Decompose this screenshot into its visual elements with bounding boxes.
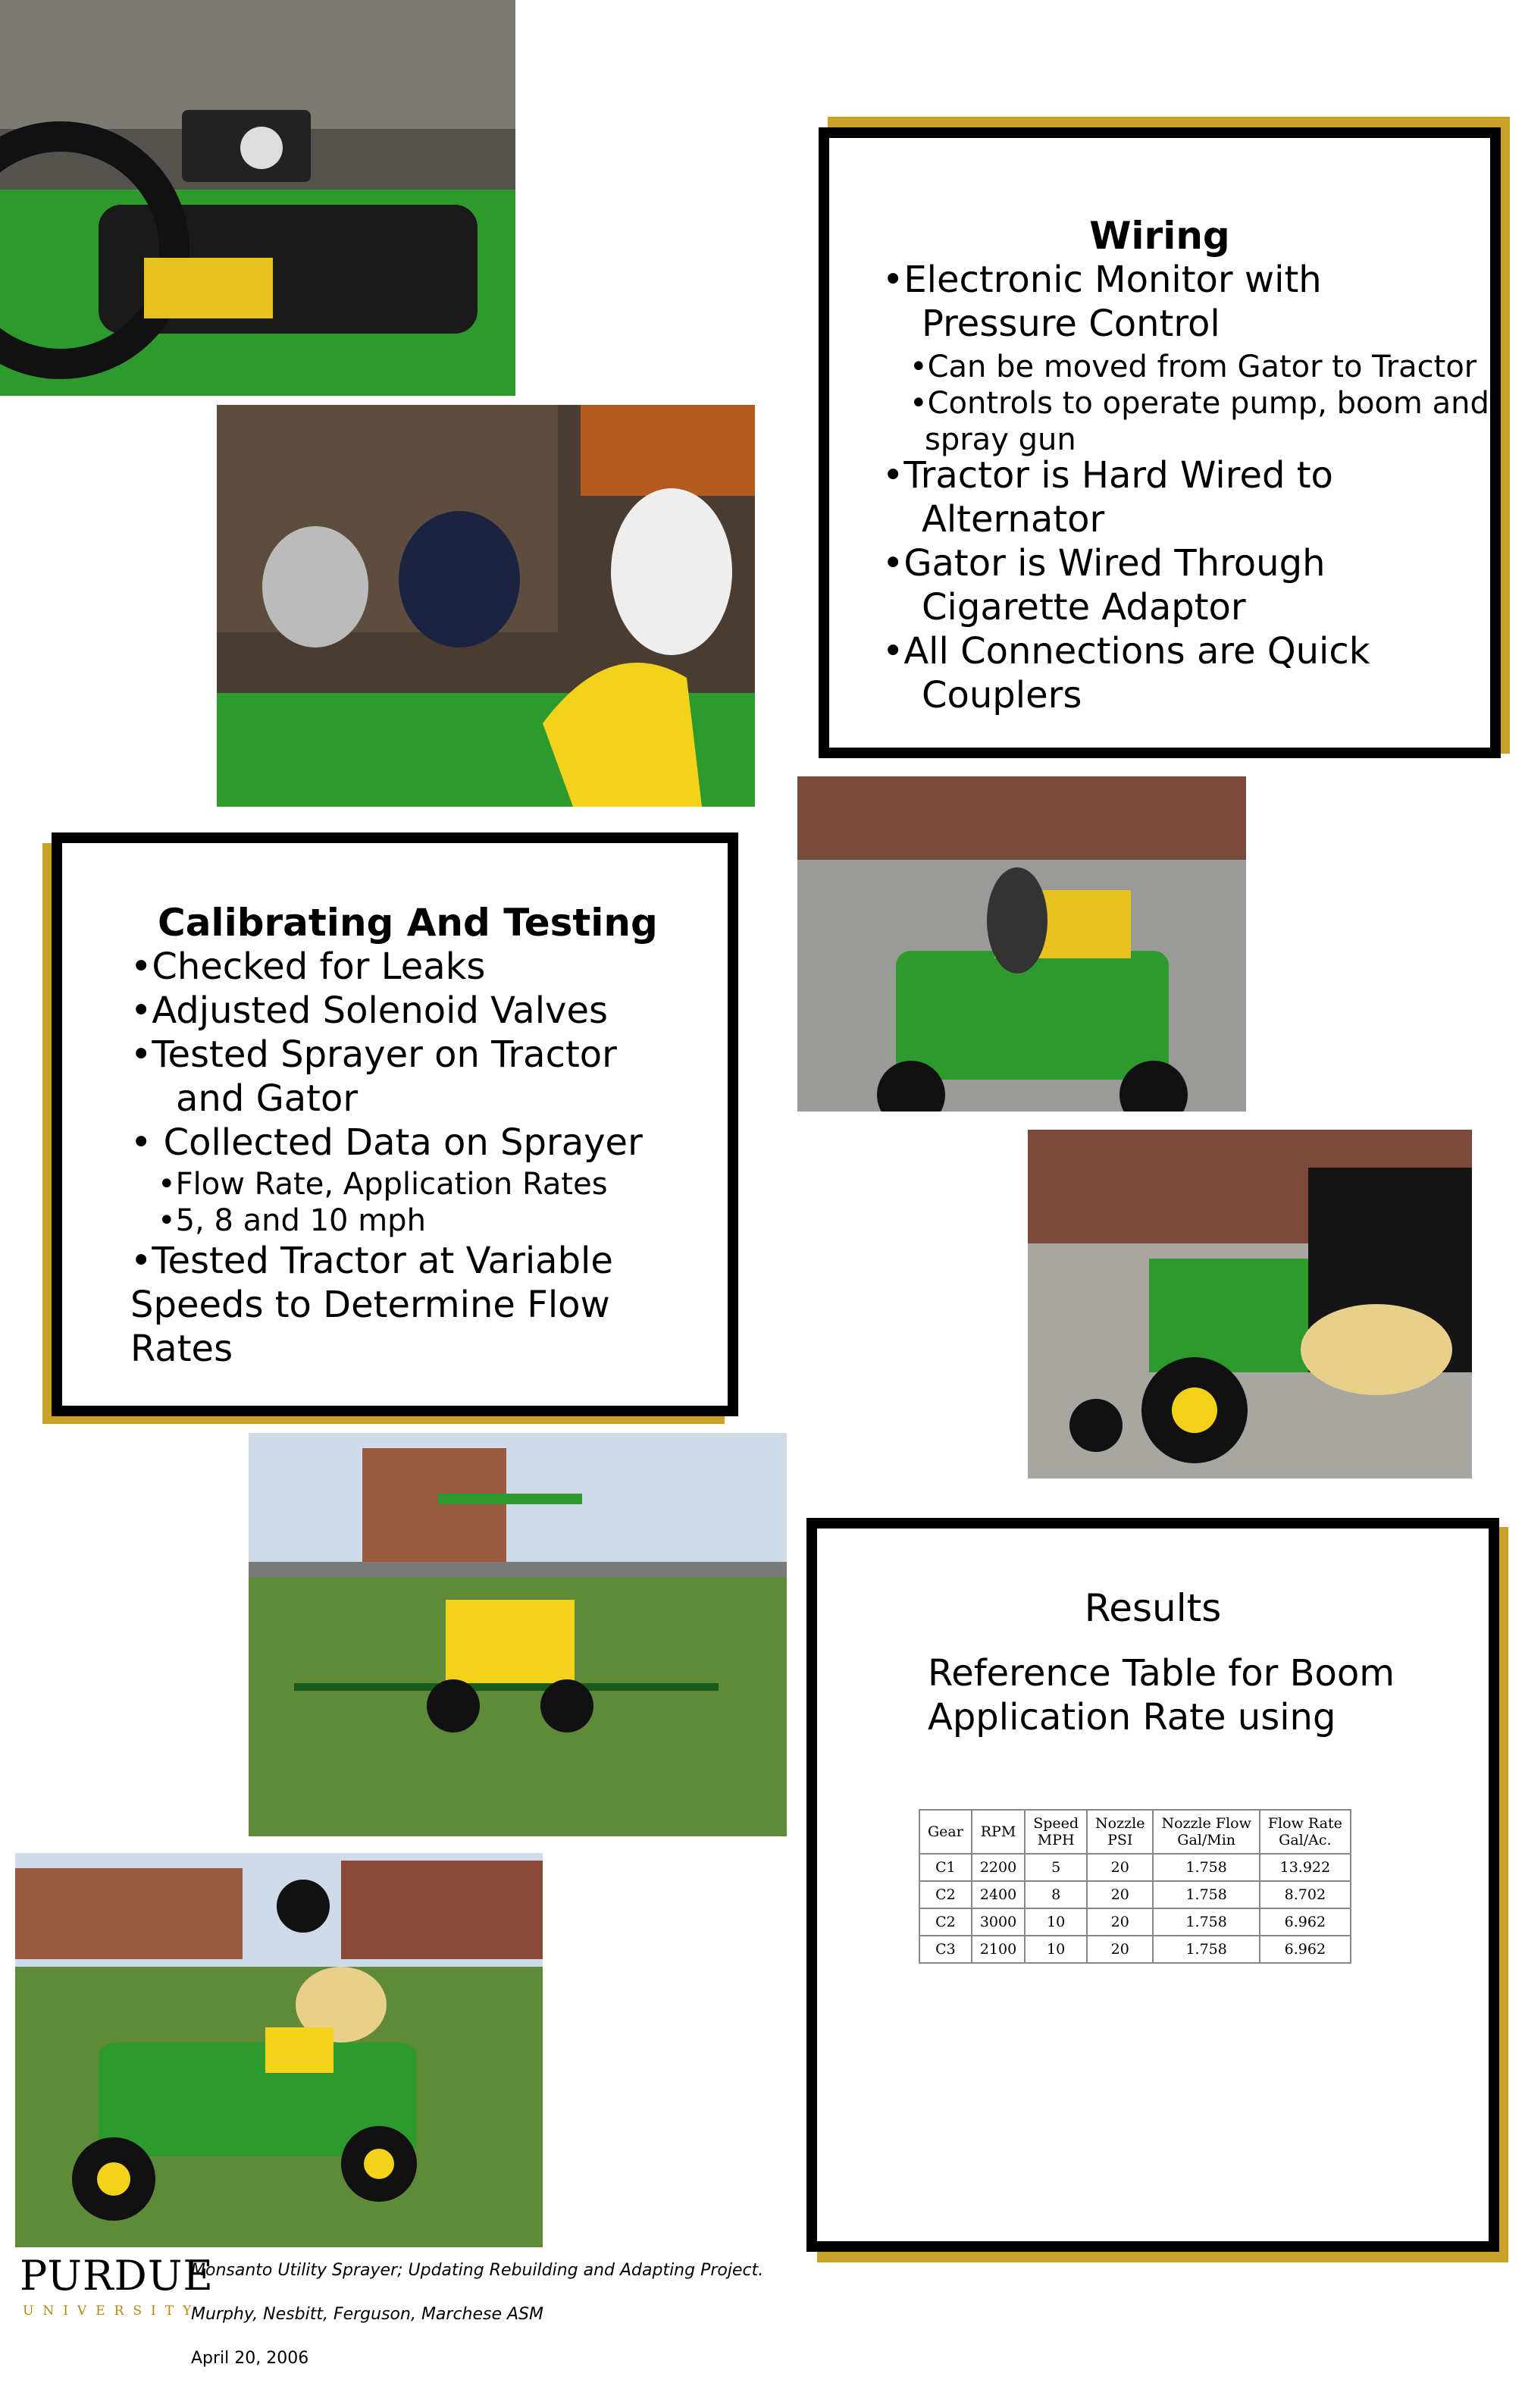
results-subtitle-line: Application Rate using [928,1696,1336,1739]
footer-date: April 20, 2006 [191,2349,309,2368]
table-header-cell: Nozzle PSI [1087,1810,1153,1854]
calibrating-line: Rates [130,1328,233,1370]
table-cell: 8 [1025,1881,1087,1908]
purdue-logo: PURDUE [20,2252,214,2300]
table-cell: 20 [1087,1881,1153,1908]
table-cell: 2100 [972,1936,1025,1963]
wiring-line: Pressure Control [922,303,1220,345]
table-cell: 20 [1087,1936,1153,1963]
table-cell: 10 [1025,1936,1087,1963]
calibrating-line: • Collected Data on Sprayer [130,1121,643,1164]
photo-students-on-gator [797,776,1246,1112]
wiring-line: spray gun [925,422,1076,457]
calibrating-line: •Flow Rate, Application Rates [158,1167,608,1202]
table-header-cell: Gear [919,1810,972,1854]
table-cell: 1.758 [1153,1881,1259,1908]
calibrating-line: and Gator [176,1077,359,1120]
wiring-line: •Electronic Monitor with [882,259,1322,301]
table-row [919,1881,1351,1908]
table-cell: 10 [1025,1908,1087,1936]
calibrating-title: Calibrating And Testing [158,901,658,945]
results-title: Results [1084,1586,1222,1630]
calibrating-box [52,832,738,1416]
table-cell: 6.962 [1260,1936,1351,1963]
wiring-line: Cigarette Adaptor [922,586,1246,629]
table-cell: 2400 [972,1881,1025,1908]
table-header-cell: Flow Rate Gal/Ac. [1260,1810,1351,1854]
wiring-line: •Tractor is Hard Wired to [882,454,1333,497]
table-cell: 8.702 [1260,1881,1351,1908]
table-cell: 13.922 [1260,1854,1351,1881]
table-cell: C3 [919,1936,972,1963]
table-cell: C1 [919,1854,972,1881]
wiring-line: Alternator [922,498,1105,541]
table-cell: 3000 [972,1908,1025,1936]
table-cell: 20 [1087,1854,1153,1881]
table-row [919,1854,1351,1881]
photo-students-at-tractor-seat [217,405,755,807]
results-box [806,1518,1499,2252]
wiring-line: •All Connections are Quick [882,630,1370,673]
table-header-row [919,1810,1351,1854]
table-header-cell: RPM [972,1810,1025,1854]
photo-gator-sprayer-on-lawn [15,1853,543,2247]
table-row [919,1936,1351,1963]
table-cell: 1.758 [1153,1908,1259,1936]
table-cell: C2 [919,1908,972,1936]
table-row [919,1908,1351,1936]
calibrating-line: •Checked for Leaks [130,945,486,988]
wiring-line: Couplers [922,674,1082,716]
wiring-line: •Gator is Wired Through [882,542,1326,585]
footer-authors: Murphy, Nesbitt, Ferguson, Marchese ASM [191,2305,544,2324]
table-cell: 5 [1025,1854,1087,1881]
wiring-box [819,127,1501,758]
table-cell: 6.962 [1260,1908,1351,1936]
wiring-title: Wiring [1089,214,1230,258]
table-header-cell: Speed MPH [1025,1810,1087,1854]
table-cell: C2 [919,1881,972,1908]
table-header-cell: Nozzle Flow Gal/Min [1153,1810,1259,1854]
photo-tractor-with-sprayer-tank [1028,1130,1472,1478]
results-subtitle-line: Reference Table for Boom [928,1652,1395,1695]
wiring-line: •Can be moved from Gator to Tractor [910,350,1477,384]
table-cell: 20 [1087,1908,1153,1936]
photo-gator-dashboard-monitor [0,0,515,396]
table-cell: 2200 [972,1854,1025,1881]
purdue-logo-subtitle: UNIVERSITY [23,2303,201,2319]
calibrating-line: •5, 8 and 10 mph [158,1203,426,1238]
table-cell: 1.758 [1153,1936,1259,1963]
table-cell: 1.758 [1153,1854,1259,1881]
calibrating-line: •Tested Sprayer on Tractor [130,1033,617,1076]
footer-project-title: Monsanto Utility Sprayer; Updating Rebuilding and Adapting Project. [191,2261,764,2280]
photo-tractor-boom-on-lawn [249,1433,787,1836]
wiring-line: •Controls to operate pump, boom and [910,386,1489,421]
reference-table [919,1809,1351,1964]
calibrating-line: •Tested Tractor at Variable [130,1240,613,1282]
calibrating-line: •Adjusted Solenoid Valves [130,989,608,1032]
calibrating-line: Speeds to Determine Flow [130,1284,610,1326]
